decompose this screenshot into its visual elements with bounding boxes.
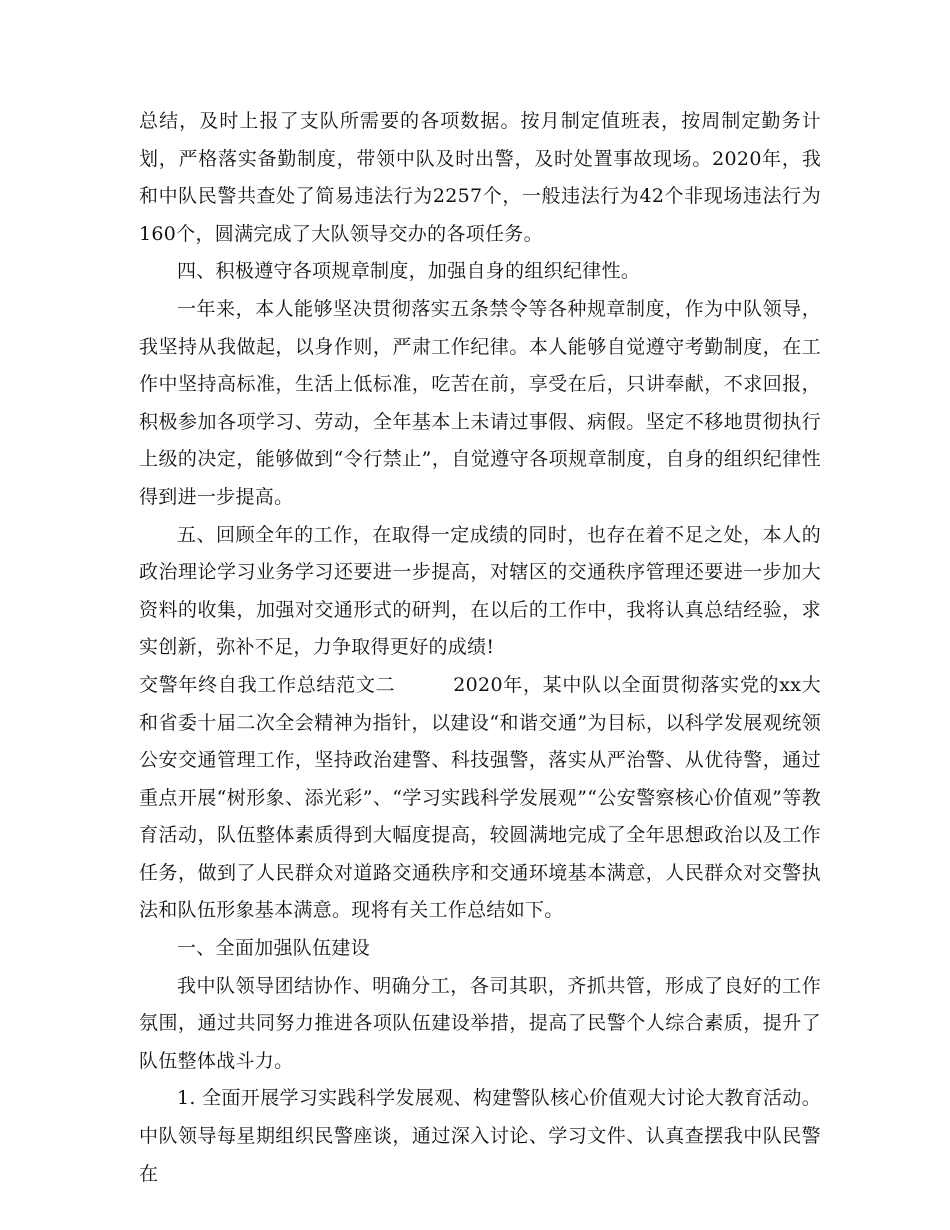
- section-two-heading: 交警年终自我工作总结范文二: [139, 673, 396, 696]
- paragraph-section-two: [139, 667, 821, 930]
- document-page: [139, 103, 821, 1193]
- heading-team-building: 一、全面加强队伍建设: [177, 937, 371, 960]
- paragraph-review: 五、回顾全年的工作，在取得一定成绩的同时，也存在着不足之处，本人的政治理论学习业务学习还要进一步提高，对辖区的交通秩序管理还要进一步加大资料的收集，加强对交通形式的研判，在以后的工作中，我将认真总结经验，求实创新，弥补不足，力争取得更好的成绩!: [139, 523, 821, 659]
- paragraph-duty-summary: 总结，及时上报了支队所需要的各项数据。按月制定值班表，按周制定勤务计划，严格落实备勤制度，带领中队及时出警，及时处置事故现场。2020年，我和中队民警共查处了简易违法行为2257个，一般违法行为42个非现场违法行为160个，圆满完成了大队领导交办的各项任务。: [139, 110, 821, 245]
- paragraph-team-building: 我中队领导团结协作、明确分工，各司其职，齐抓共管，形成了良好的工作氛围，通过共同努力推进各项队伍建设举措，提高了民警个人综合素质，提升了队伍整体战斗力。: [139, 974, 821, 1072]
- paragraph-item-one: 1. 全面开展学习实践科学发展观、构建警队核心价值观大讨论大教育活动。中队领导每星期组织民警座谈，通过深入讨论、学习文件、认真查摆我中队民警在: [139, 1087, 821, 1185]
- section-two-intro: 2020年，某中队以全面贯彻落实党的xx大和省委十届二次全会精神为指针，以建设“和谐交通”为目标，以科学发展观统领公安交通管理工作，坚持政治建警、科技强警，落实从严治警、从优待警，通过重点开展“树形象、添光彩”、“学习实践科学发展观”“公安警察核心价值观”等教育活动，队伍整体素质得到大幅度提高，较圆满地完成了全年思想政治以及工作任务，做到了人民群众对道路交通秩序和交通环境基本满意，人民群众对交警执法和队伍形象基本满意。现将有关工作总结如下。: [139, 673, 821, 922]
- heading-section-four: 四、积极遵守各项规章制度，加强自身的组织纪律性。: [177, 260, 641, 283]
- paragraph-discipline: 一年来，本人能够坚决贯彻落实五条禁令等各种规章制度，作为中队领导，我坚持从我做起，以身作则，严肃工作纪律。本人能够自觉遵守考勤制度，在工作中坚持高标准，生活上低标准，吃苦在前，享受在后，只讲奉献，不求回报，积极参加各项学习、劳动，全年基本上未请过事假、病假。坚定不移地贯彻执行上级的决定，能够做到“令行禁止”，自觉遵守各项规章制度，自身的组织纪律性得到进一步提高。: [139, 297, 821, 508]
